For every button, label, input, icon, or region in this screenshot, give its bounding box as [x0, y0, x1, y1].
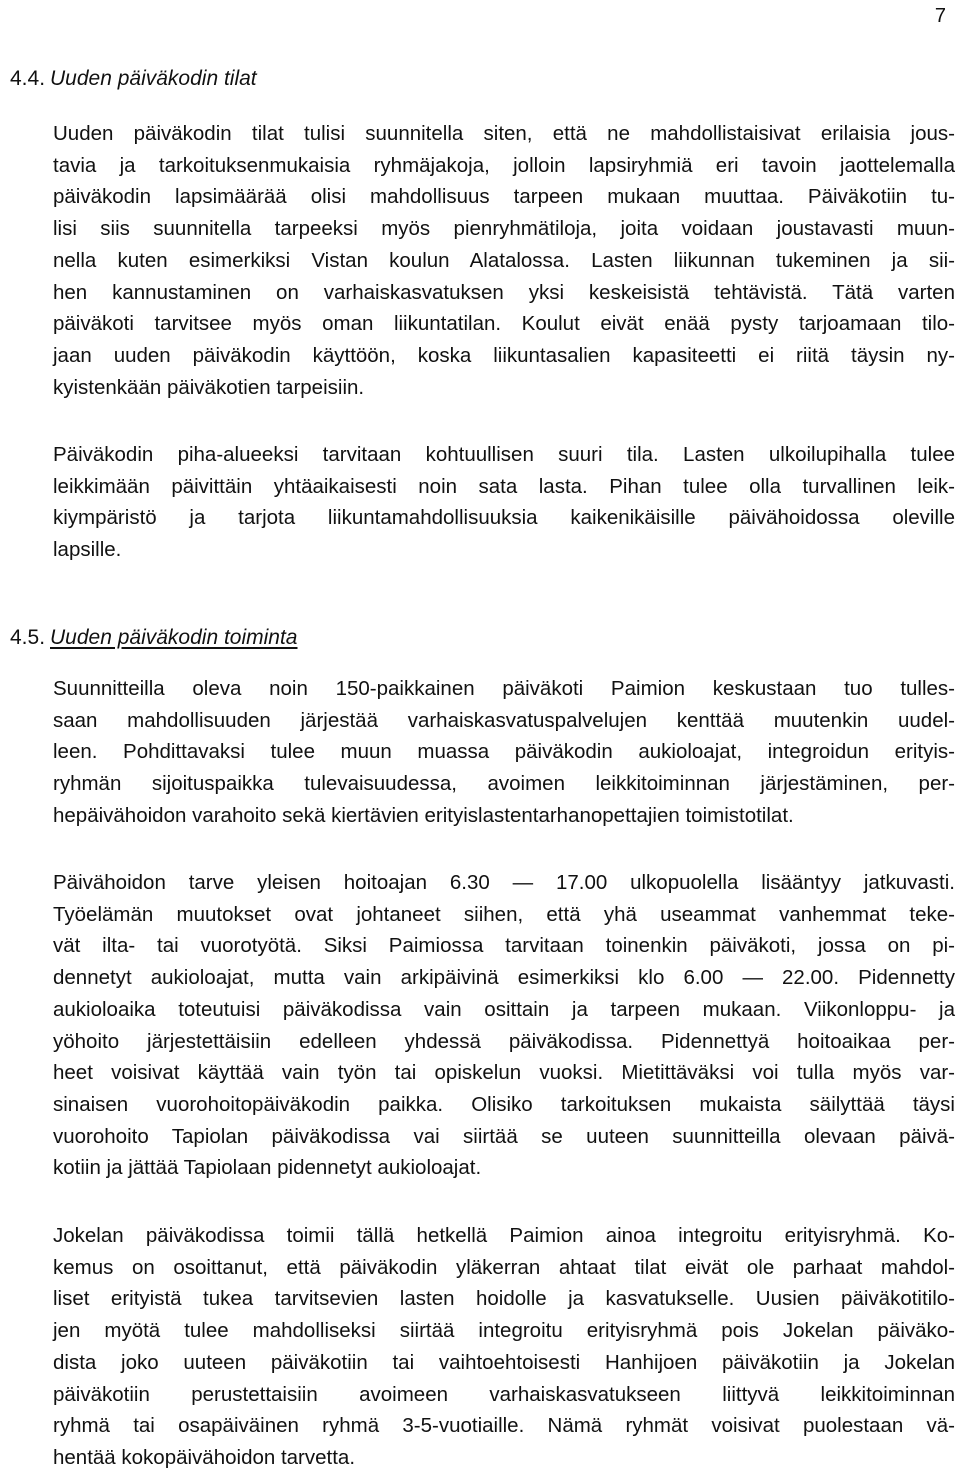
text-line: nella kuten esimerkiksi Vistan koulun Alatalossa. Lasten liikunnan tukeminen ja sii-	[53, 248, 955, 272]
text-line: Suunnitteilla oleva noin 150-paikkainen päiväkoti Paimion keskustaan tuo tulles-	[53, 677, 955, 700]
text-line: ryhmä tai osapäiväinen ryhmä 3-5-vuotiaille. Nämä ryhmät voisivat puolestaan vä-	[53, 1414, 955, 1438]
section-heading-4-4	[10, 66, 257, 92]
paragraph	[53, 867, 955, 1184]
section-number: 4.4.	[10, 67, 46, 90]
section-heading-4-5	[10, 625, 298, 651]
text-line: lapsille.	[53, 538, 122, 562]
text-line: kotiin ja jättää Tapiolaan pidennetyt aukioloajat.	[53, 1156, 482, 1180]
text-line: kyistenkään päiväkotien tarpeisiin.	[53, 375, 365, 399]
text-line: leen. Pohdittavaksi tulee muun muassa päiväkodin aukioloajat, integroidun erityis-	[53, 740, 955, 764]
text-line: aukioloaika toteutuisi päiväkodissa vain osittain ja tarpeen mukaan. Viikonloppu- ja	[53, 997, 955, 1021]
text-line: vät ilta- tai vuorotyötä. Siksi Paimiossa tarvitaan toinenkin päiväkoti, jossa on pi-	[53, 934, 955, 958]
text-line: heet voisivat käyttää vain työn tai opiskelun vuoksi. Mietittäväksi voi tulla myös var-	[53, 1061, 955, 1085]
text-line: tavia ja tarkoituksenmukaisia ryhmäjakoja, jolloin lapsiryhmiä eri tavoin jaottelemalla	[53, 153, 955, 177]
text-line: Päiväkodin piha-alueeksi tarvitaan kohtuullisen suuri tila. Lasten ulkoilupihalla tulee	[53, 443, 955, 466]
text-line: liset erityistä tukea tarvitsevien lasten hoidolle ja kasvatukselle. Uusien päiväkotitilo-	[53, 1287, 955, 1311]
text-line: Uuden päiväkodin tilat tulisi suunnitella siten, että ne mahdollistaisivat erilaisia jous-	[53, 122, 955, 145]
text-line: päiväkodin lapsimäärää olisi mahdollisuus tarpeen mukaan muuttaa. Päiväkotiin tu-	[53, 185, 955, 209]
paragraph	[53, 673, 955, 832]
section-title: Uuden päiväkodin tilat	[50, 67, 257, 90]
text-line: dennetyt aukioloajat, mutta vain arkipäivinä esimerkiksi klo 6.00 — 22.00. Pidennetty	[53, 966, 955, 990]
text-line: päiväkoti tarvitsee myös oman liikuntatilan. Koulut eivät enää pysty tarjoamaan tilo-	[53, 312, 955, 336]
text-line: hentää kokopäivähoidon tarvetta.	[53, 1445, 356, 1469]
text-line: dista joko uuteen päiväkotiin tai vaihtoehtoisesti Hanhijoen päiväkotiin ja Jokelan	[53, 1350, 955, 1374]
text-line: hepäivähoidon varahoito sekä kiertävien erityislastentarhanopettajien toimistotilat.	[53, 803, 794, 827]
text-line: Työelämän muutokset ovat johtaneet siihen, että yhä useammat vanhemmat teke-	[53, 902, 955, 926]
text-line: lisi siis suunnitella tarpeeksi myös pienryhmätiloja, joita voidaan joustavasti muun-	[53, 217, 955, 241]
text-line: jaan uuden päiväkodin käyttöön, koska liikuntasalien kapasiteetti ei riitä täysin ny-	[53, 343, 955, 367]
section-number: 4.5.	[10, 626, 46, 649]
text-line: Jokelan päiväkodissa toimii tällä hetkellä Paimion ainoa integroitu erityisryhmä. Ko-	[53, 1224, 955, 1247]
text-line: vuorohoito Tapiolan päiväkodissa vai siirtää se uuteen suunnitteilla olevaan päivä-	[53, 1124, 955, 1148]
text-line: kiympäristö ja tarjota liikuntamahdollisuuksia kaikenikäisille päivähoidossa oleville	[53, 506, 955, 530]
text-line: yöhoito järjestettäisiin edelleen yhdessä päiväkodissa. Pidennettyä hoitoaikaa per-	[53, 1029, 955, 1053]
text-line: hen kannustaminen on varhaiskasvatuksen yksi keskeisistä tehtävistä. Tätä varten	[53, 280, 955, 304]
text-line: Päivähoidon tarve yleisen hoitoajan 6.30 — 17.00 ulkopuolella lisääntyy jatkuvasti.	[53, 871, 955, 894]
paragraph	[53, 118, 955, 403]
page-number: 7	[934, 5, 946, 27]
text-line: saan mahdollisuuden järjestää varhaiskasvatuspalvelujen kenttää muutenkin uudel-	[53, 708, 955, 732]
text-line: kemus on osoittanut, että päiväkodin yläkerran ahtaat tilat eivät ole parhaat mahdol-	[53, 1255, 955, 1279]
paragraph	[53, 1220, 955, 1474]
paragraph	[53, 439, 955, 566]
section-title: Uuden päiväkodin toiminta	[50, 626, 298, 649]
text-line: ryhmän sijoituspaikka tulevaisuudessa, avoimen leikkitoiminnan järjestäminen, per-	[53, 772, 955, 796]
text-line: leikkimään päivittäin yhtäaikaisesti noin sata lasta. Pihan tulee olla turvallinen leik-	[53, 474, 955, 498]
text-line: päiväkotiin perustettaisiin avoimeen varhaiskasvatukseen liittyvä leikkitoiminnan	[53, 1382, 955, 1406]
text-line: sinaisen vuorohoitopäiväkodin paikka. Olisiko tarkoituksen mukaista säilyttää täysi	[53, 1092, 955, 1116]
text-line: jen myötä tulee mahdolliseksi siirtää integroitu erityisryhmä pois Jokelan päiväko-	[53, 1319, 955, 1343]
